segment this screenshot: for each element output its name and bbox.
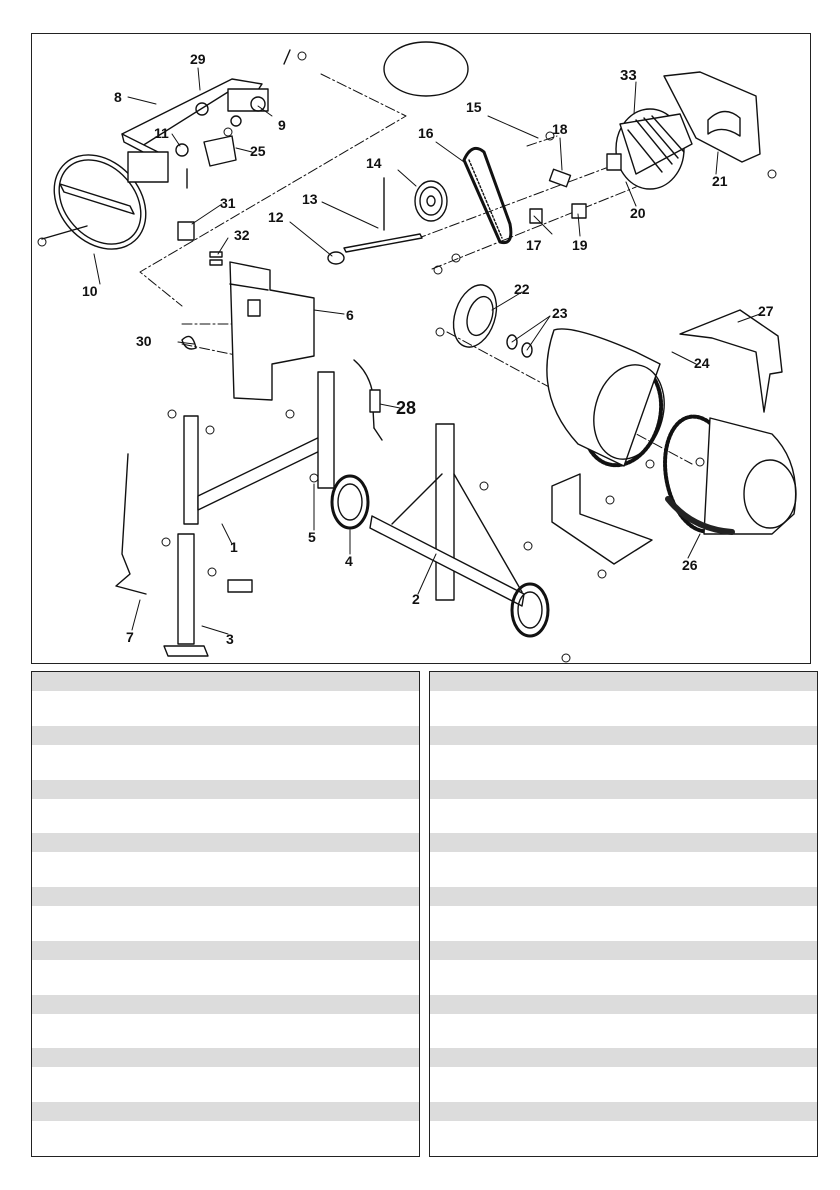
row-header-band (32, 995, 419, 1014)
table-row (32, 672, 419, 726)
oval-marker (384, 42, 468, 96)
part-label: 14 (366, 155, 382, 171)
part-label: 24 (694, 355, 710, 371)
table-row (32, 833, 419, 887)
row-body (32, 1014, 419, 1049)
row-body (32, 745, 419, 780)
table-row (32, 726, 419, 780)
part-label: 22 (514, 281, 530, 297)
row-header-band (32, 726, 419, 745)
part-label: 26 (682, 557, 698, 573)
row-body (32, 1121, 419, 1156)
row-header-band (32, 941, 419, 960)
motor-part (607, 109, 692, 189)
exploded-parts-diagram (31, 33, 811, 664)
part-label: 9 (278, 117, 286, 133)
motor-bracket-part (230, 262, 314, 400)
table-row (32, 1048, 419, 1102)
tilting-arm-part (122, 79, 268, 182)
parts-table-right (429, 671, 818, 1157)
table-row (32, 995, 419, 1049)
row-body (430, 906, 817, 941)
table-row (430, 887, 817, 941)
row-body (32, 906, 419, 941)
parts-table-left (31, 671, 420, 1157)
table-row (430, 941, 817, 995)
part-label: 18 (552, 121, 568, 137)
part-label: 13 (302, 191, 318, 207)
leg-part (164, 534, 252, 656)
part-label: 7 (126, 629, 134, 645)
row-header-band (32, 833, 419, 852)
row-body (32, 852, 419, 887)
stand-part (370, 424, 548, 636)
row-header-band (32, 672, 419, 691)
row-body (32, 799, 419, 834)
part-label: 31 (220, 195, 236, 211)
part-label: 28 (396, 398, 417, 418)
row-body (32, 1067, 419, 1102)
row-header-band (430, 780, 817, 799)
part-label: 1 (230, 539, 238, 555)
row-header-band (32, 1048, 419, 1067)
part-label: 4 (345, 553, 353, 569)
row-body (430, 852, 817, 887)
row-body (430, 1067, 817, 1102)
row-body (430, 691, 817, 726)
part-label: 10 (82, 283, 98, 299)
row-header-band (430, 887, 817, 906)
part-label: 3 (226, 631, 234, 647)
diagram-drawing (32, 34, 811, 664)
part-label: 6 (346, 307, 354, 323)
part-label: 29 (190, 51, 206, 67)
table-row (430, 780, 817, 834)
part-label: 19 (572, 237, 588, 253)
table-row (32, 887, 419, 941)
part-label: 8 (114, 89, 122, 105)
row-header-band (32, 780, 419, 799)
part-label: 11 (154, 125, 169, 141)
part-label: 2 (412, 591, 420, 607)
row-header-band (430, 672, 817, 691)
row-header-band (430, 1102, 817, 1121)
part-label: 5 (308, 529, 316, 545)
row-body (32, 960, 419, 995)
row-body (430, 799, 817, 834)
row-body (32, 691, 419, 726)
part-label: 16 (418, 125, 434, 141)
part-label: 15 (466, 99, 482, 115)
part-label: 27 (758, 303, 774, 319)
table-row (430, 672, 817, 726)
part-label: 23 (552, 305, 568, 321)
row-header-band (32, 1102, 419, 1121)
part-label: 21 (712, 173, 728, 189)
table-row (32, 780, 419, 834)
table-row (430, 833, 817, 887)
table-row (430, 726, 817, 780)
table-row (430, 1102, 817, 1156)
part-label: 20 (630, 205, 646, 221)
gear-part (415, 181, 447, 221)
row-header-band (430, 726, 817, 745)
row-header-band (430, 1048, 817, 1067)
row-body (430, 745, 817, 780)
row-body (430, 960, 817, 995)
table-row (32, 941, 419, 995)
part-label: 17 (526, 237, 542, 253)
wheel-part (332, 476, 368, 528)
table-row (430, 995, 817, 1049)
row-header-band (430, 941, 817, 960)
mixing-drum-part (656, 411, 796, 537)
row-header-band (32, 887, 419, 906)
table-row (32, 1102, 419, 1156)
table-row (430, 1048, 817, 1102)
drum-part (547, 329, 674, 474)
part-label: 32 (234, 227, 250, 243)
row-header-band (430, 833, 817, 852)
part-label: 30 (136, 333, 152, 349)
part-label: 25 (250, 143, 266, 159)
row-body (430, 1014, 817, 1049)
part-label: 33 (620, 67, 637, 84)
row-header-band (430, 995, 817, 1014)
part-label: 12 (268, 209, 284, 225)
row-body (430, 1121, 817, 1156)
